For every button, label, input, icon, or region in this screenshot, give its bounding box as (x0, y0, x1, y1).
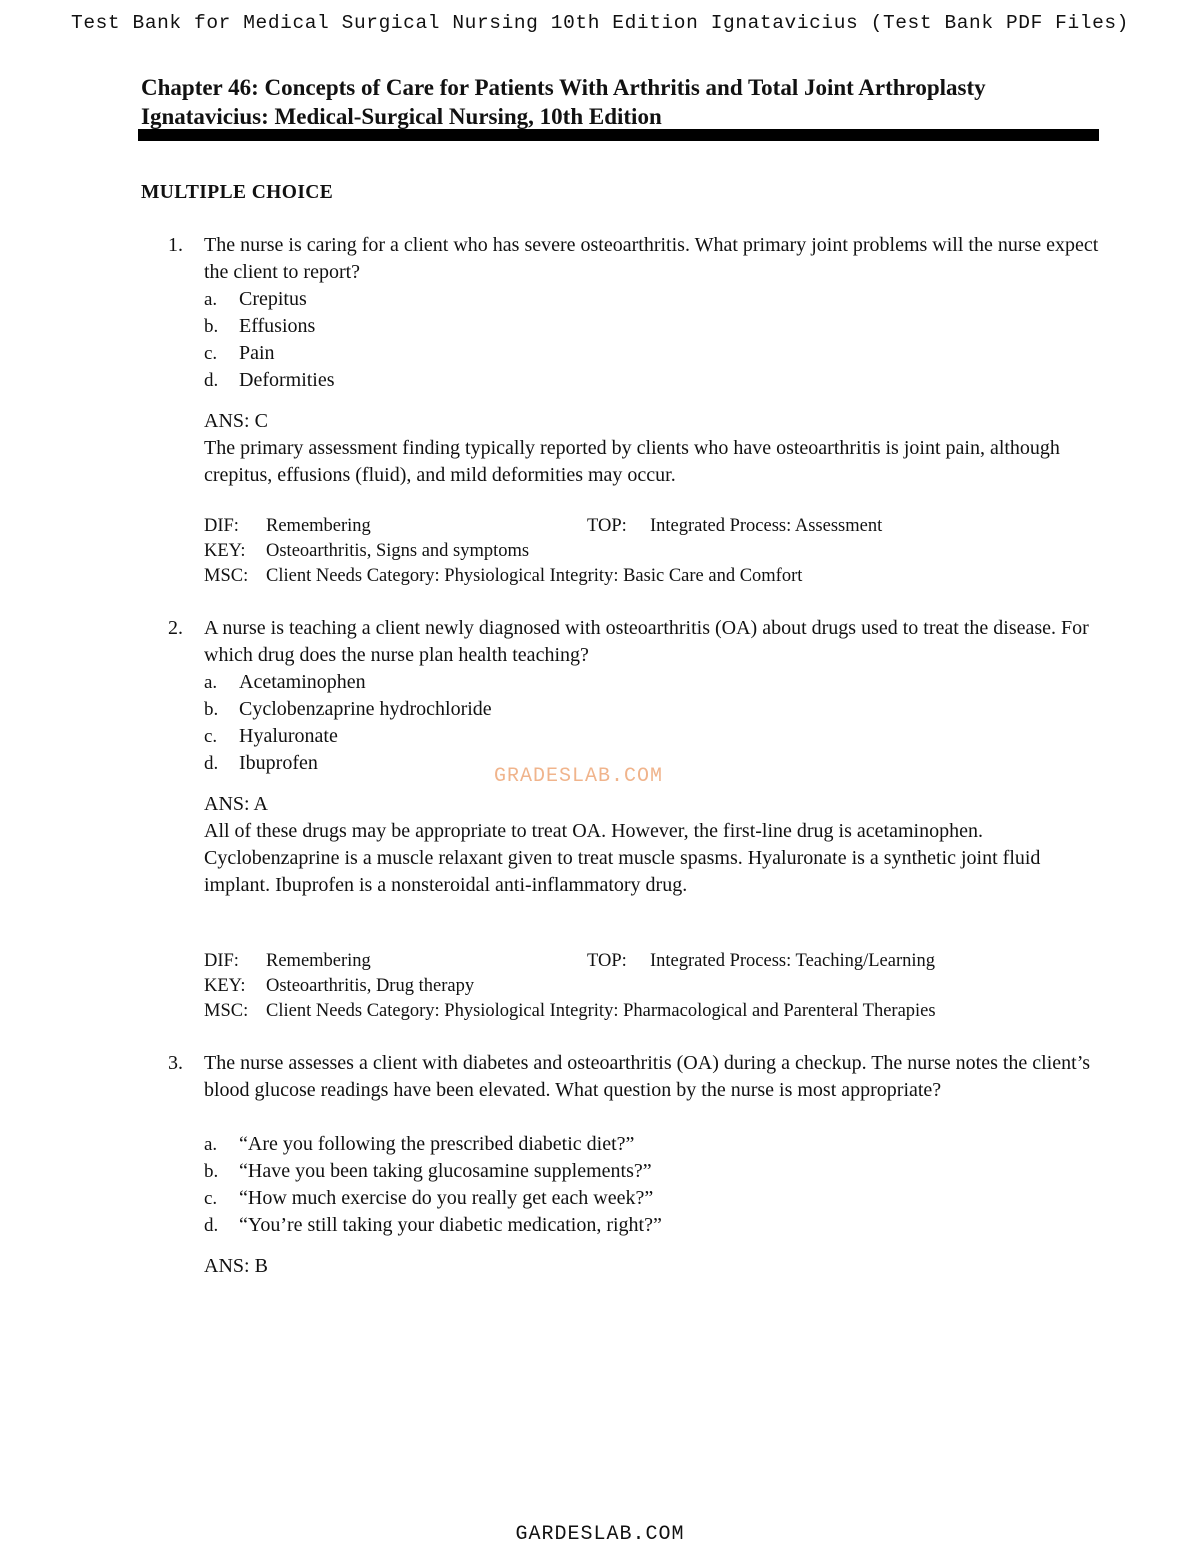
option-text: Acetaminophen (239, 671, 366, 693)
msc-label: MSC: (204, 1001, 249, 1021)
chapter-title-line2: Ignatavicius: Medical-Surgical Nursing, 10th Edition (141, 104, 662, 129)
key-label: KEY: (204, 976, 246, 996)
dif-label: DIF: (204, 951, 239, 971)
option-text: Pain (239, 342, 275, 364)
rationale: The primary assessment finding typically reported by clients who have osteoarthritis is joint pain, although crepitus, effusions (fluid), and mild deformities may occur. (204, 437, 1060, 486)
question-number: 3. (168, 1052, 183, 1074)
chapter-title-line1: Chapter 46: Concepts of Care for Patients With Arthritis and Total Joint Arthroplasty (141, 75, 986, 100)
dif-label: DIF: (204, 516, 239, 536)
watermark: GRADESLAB.COM (494, 765, 664, 788)
option-text: “You’re still taking your diabetic medication, right?” (239, 1214, 662, 1236)
msc-label: MSC: (204, 566, 249, 586)
option-text: Hyaluronate (239, 725, 338, 747)
option-c (204, 1185, 1084, 1212)
option-letter: a. (204, 289, 218, 310)
option-letter: d. (204, 753, 219, 774)
top-label: TOP: (587, 951, 627, 971)
option-list (204, 1131, 1084, 1239)
option-letter: c. (204, 726, 218, 747)
option-list (204, 286, 1084, 394)
question-stem: A nurse is teaching a client newly diagnosed with osteoarthritis (OA) about drugs used to treat the disease. For which drug does the nurse plan health teaching? (204, 617, 1089, 666)
msc-value: Client Needs Category: Physiological Integrity: Pharmacological and Parenteral Therapies (266, 1001, 936, 1021)
option-d (204, 1212, 1084, 1239)
option-letter: a. (204, 1134, 218, 1155)
section-heading: MULTIPLE CHOICE (141, 182, 334, 203)
question-stem: The nurse is caring for a client who has severe osteoarthritis. What primary joint problems will the nurse expect the client to report? (204, 234, 1099, 283)
option-a (204, 669, 1084, 696)
key-value: Osteoarthritis, Signs and symptoms (266, 541, 530, 561)
page-header: Test Bank for Medical Surgical Nursing 10th Edition Ignatavicius (Test Bank PDF Files) (71, 12, 1129, 34)
option-c (204, 340, 1084, 367)
option-b (204, 1158, 1084, 1185)
option-c (204, 723, 1084, 750)
option-text: Deformities (239, 369, 335, 391)
key-label: KEY: (204, 541, 246, 561)
option-letter: d. (204, 370, 219, 391)
option-d (204, 367, 1084, 394)
option-text: “Are you following the prescribed diabetic diet?” (239, 1133, 635, 1155)
option-text: Crepitus (239, 288, 307, 310)
option-a (204, 286, 1084, 313)
option-list (204, 669, 1084, 777)
option-text: “Have you been taking glucosamine supplements?” (239, 1160, 652, 1182)
option-text: Effusions (239, 315, 316, 337)
top-label: TOP: (587, 516, 627, 536)
rationale: All of these drugs may be appropriate to treat OA. However, the first-line drug is acetaminophen. Cyclobenzaprine is a muscle relaxant given to treat muscle spasms. Hyaluronate is a synthetic joint fluid implant. Ibuprofen is a nonsteroidal anti-inflammatory drug. (204, 820, 1041, 896)
footer-watermark: GARDESLAB.COM (515, 1523, 685, 1546)
question-stem: The nurse assesses a client with diabetes and osteoarthritis (OA) during a checkup. The nurse notes the client’s blood glucose readings have been elevated. What question by the nurse is most appropriate? (204, 1052, 1091, 1101)
option-b (204, 313, 1084, 340)
option-text: “How much exercise do you really get each week?” (239, 1187, 654, 1209)
option-letter: d. (204, 1215, 219, 1236)
option-text: Ibuprofen (239, 752, 318, 774)
option-letter: b. (204, 1161, 219, 1182)
top-value: Integrated Process: Assessment (650, 516, 883, 536)
chapter-title (141, 73, 1101, 131)
question-number: 2. (168, 617, 183, 639)
question-number: 1. (168, 234, 183, 256)
option-a (204, 1131, 1084, 1158)
option-letter: c. (204, 1188, 218, 1209)
answer: ANS: C (204, 410, 268, 432)
dif-value: Remembering (266, 951, 371, 971)
msc-value: Client Needs Category: Physiological Integrity: Basic Care and Comfort (266, 566, 803, 586)
dif-value: Remembering (266, 516, 371, 536)
key-value: Osteoarthritis, Drug therapy (266, 976, 475, 996)
title-rule (138, 129, 1099, 141)
answer: ANS: A (204, 793, 268, 815)
top-value: Integrated Process: Teaching/Learning (650, 951, 936, 971)
option-letter: b. (204, 699, 219, 720)
option-b (204, 696, 1084, 723)
option-letter: c. (204, 343, 218, 364)
option-letter: a. (204, 672, 218, 693)
answer: ANS: B (204, 1255, 268, 1277)
option-letter: b. (204, 316, 219, 337)
option-text: Cyclobenzaprine hydrochloride (239, 698, 492, 720)
